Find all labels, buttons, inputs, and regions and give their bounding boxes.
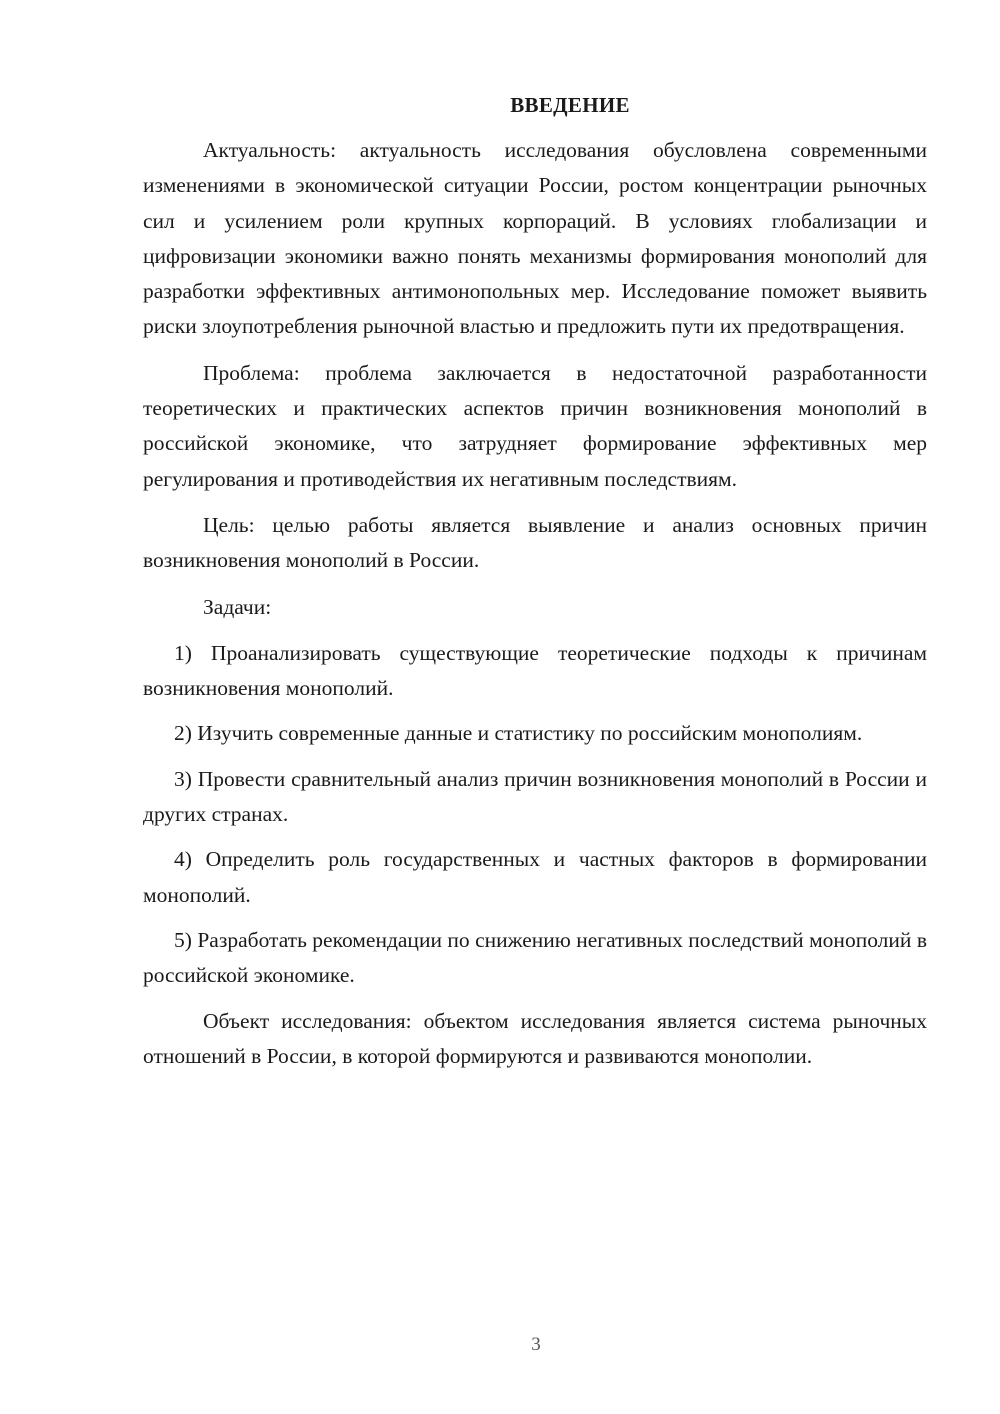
task-item: 5) Разработать рекомендации по снижению негативных последствий монополий в российской экономике. (143, 927, 927, 988)
task-item: 3) Провести сравнительный анализ причин возникновения монополий в России и других странах. (143, 766, 927, 827)
tasks-label: Задачи: (203, 594, 272, 619)
section-heading: ВВЕДЕНИЕ (510, 93, 630, 117)
document-page (143, 88, 927, 1085)
task-item: 4) Определить роль государственных и частных факторов в формировании монополий. (143, 847, 927, 907)
relevance-paragraph: Актуальность: актуальность исследования обусловлена современными изменениями в экономической ситуации России, ростом концентрации рыночных сил и усилением роли крупных корпораций. В условиях глобализации и цифровизации экономики важно понять механизмы формирования монополий для разработки эффективных антимонопольных мер. Исследование поможет выявить риски злоупотребления рыночной властью и предложить пути их предотвращения. (143, 138, 927, 339)
problem-paragraph: Проблема: проблема заключается в недостаточной разработанности теоретических и практических аспектов причин возникновения монополий в российской экономике, что затрудняет формирование эффективных мер регулирования и противодействия их негативным последствиям. (143, 360, 927, 491)
goal-paragraph: Цель: целью работы является выявление и анализ основных причин возникновения монополий в России. (143, 512, 927, 573)
page-number: 3 (531, 1334, 541, 1355)
task-item: 2) Изучить современные данные и статистику по российским монополиям. (174, 721, 863, 746)
task-item: 1) Проанализировать существующие теоретические подходы к причинам возникновения монополий. (143, 640, 927, 701)
object-paragraph: Объект исследования: объектом исследования является система рыночных отношений в России, в которой формируются и развиваются монополии. (143, 1008, 927, 1068)
tasks-list (143, 636, 927, 994)
